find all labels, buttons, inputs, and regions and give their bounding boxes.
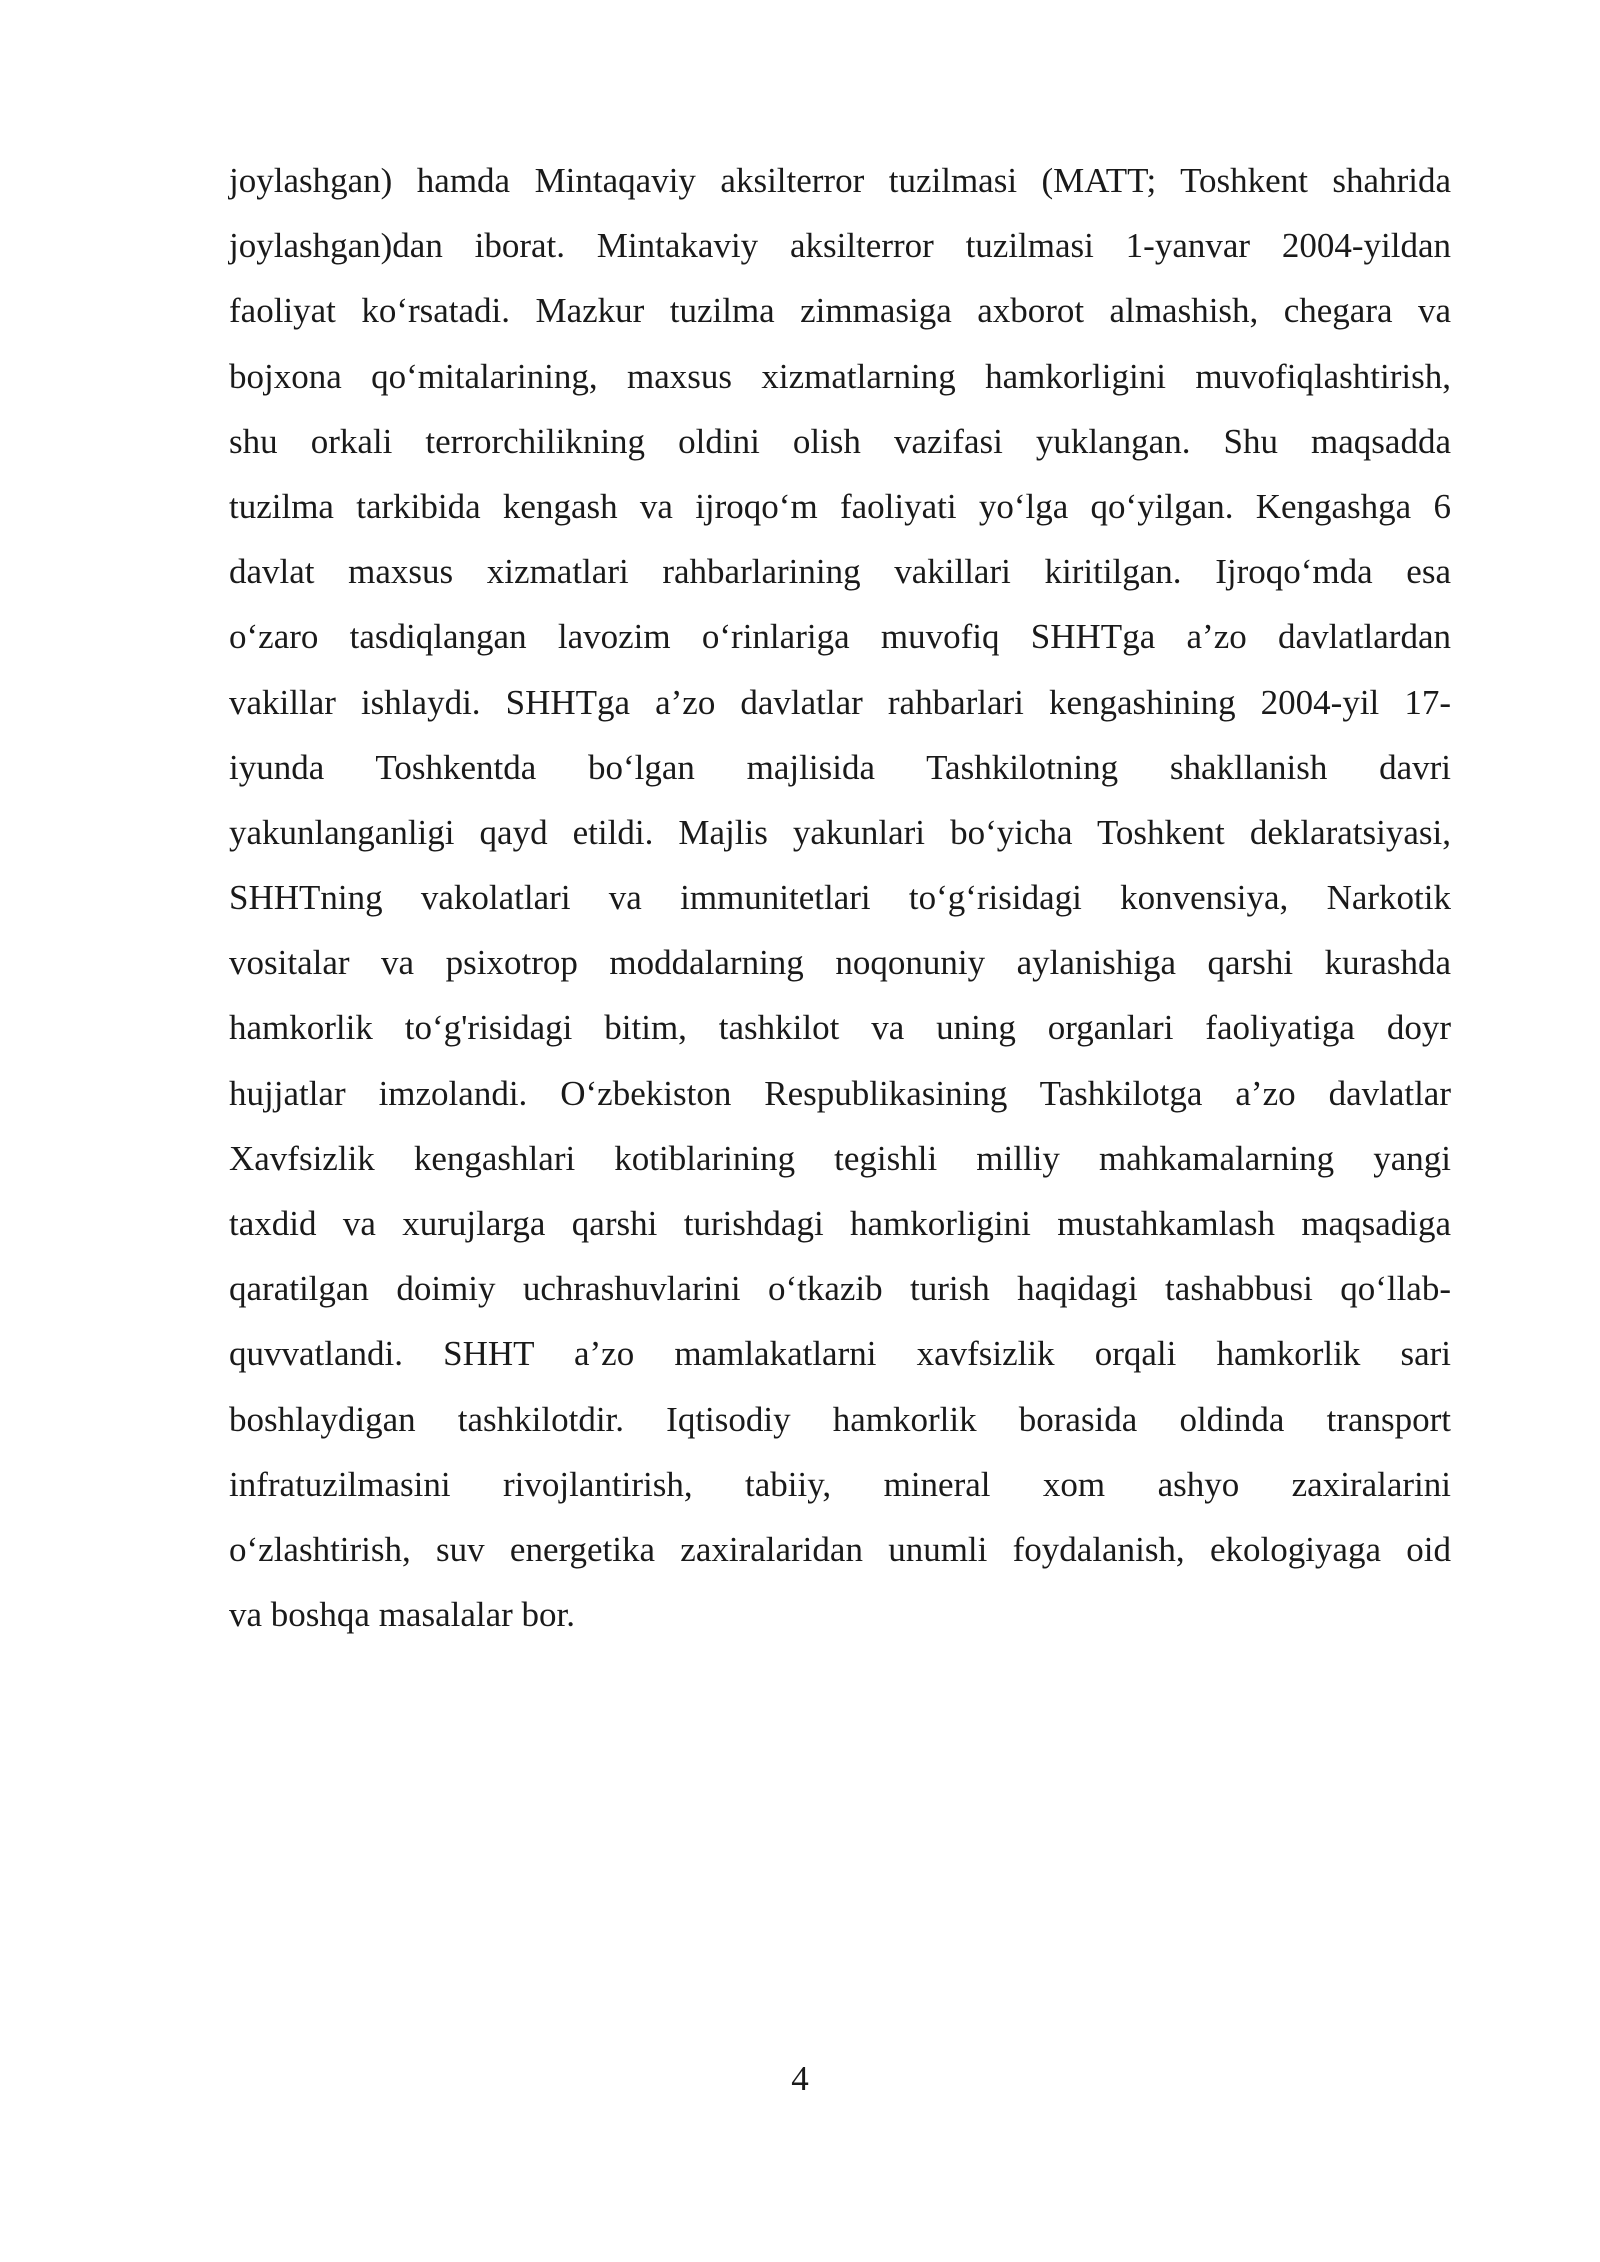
- text-line: faoliyat ko‘rsatadi. Mazkur tuzilma zimmasiga axborot almashish, chegara va: [229, 291, 1451, 331]
- text-line: Xavfsizlik kengashlari kotiblarining tegishli milliy mahkamalarning yangi: [229, 1138, 1451, 1178]
- text-line: taxdid va xurujlarga qarshi turishdagi hamkorligini mustahkamlash maqsadiga: [229, 1204, 1451, 1243]
- text-line: SHHTning vakolatlari va immunitetlari to‘g‘risidagi konvensiya, Narkotik: [229, 878, 1451, 918]
- text-line-last: va boshqa masalalar bor.: [229, 1595, 576, 1635]
- text-line: o‘zlashtirish, suv energetika zaxiralaridan unumli foydalanish, ekologiyaga oid: [229, 1529, 1451, 1569]
- text-line: hamkorlik to‘g'risidagi bitim, tashkilot va uning organlari faoliyatiga doyr: [229, 1008, 1451, 1048]
- text-line: tuzilma tarkibida kengash va ijroqo‘m faoliyati yo‘lga qo‘yilgan. Kengashga 6: [229, 486, 1451, 526]
- text-line: qaratilgan doimiy uchrashuvlarini o‘tkazib turish haqidagi tashabbusi qo‘llab-: [229, 1269, 1451, 1309]
- text-line: shu orkali terrorchilikning oldini olish vazifasi yuklangan. Shu maqsadda: [229, 421, 1451, 461]
- text-line: quvvatlandi. SHHT a’zo mamlakatlarni xavfsizlik orqali hamkorlik sari: [229, 1334, 1451, 1374]
- text-line: infratuzilmasini rivojlantirish, tabiiy, mineral xom ashyo zaxiralarini: [229, 1464, 1451, 1504]
- text-line: joylashgan) hamda Mintaqaviy aksilterror tuzilmasi (MATT; Toshkent shahrida: [229, 161, 1451, 200]
- text-line: iyunda Toshkentda bo‘lgan majlisida Tashkilotning shakllanish davri: [229, 747, 1451, 787]
- body-paragraph: [229, 155, 1451, 1654]
- text-line: vakillar ishlaydi. SHHTga a’zo davlatlar rahbarlari kengashining 2004-yil 17-: [229, 682, 1451, 722]
- text-line: hujjatlar imzolandi. O‘zbekiston Respublikasining Tashkilotga a’zo davlatlar: [229, 1073, 1451, 1113]
- text-line: yakunlanganligi qayd etildi. Majlis yakunlari bo‘yicha Toshkent deklaratsiyasi,: [229, 812, 1451, 852]
- page-number: 4: [791, 2059, 809, 2098]
- text-line: vositalar va psixotrop moddalarning noqonuniy aylanishiga qarshi kurashda: [229, 943, 1451, 983]
- text-line: davlat maxsus xizmatlari rahbarlarining vakillari kiritilgan. Ijroqo‘mda esa: [229, 552, 1451, 592]
- text-line: bojxona qo‘mitalarining, maxsus xizmatlarning hamkorligini muvofiqlashtirish,: [229, 356, 1451, 396]
- text-line: joylashgan)dan iborat. Mintakaviy aksilterror tuzilmasi 1-yanvar 2004-yildan: [229, 226, 1451, 266]
- text-line: boshlaydigan tashkilotdir. Iqtisodiy hamkorlik borasida oldinda transport: [229, 1399, 1451, 1439]
- text-line: o‘zaro tasdiqlangan lavozim o‘rinlariga muvofiq SHHTga a’zo davlatlardan: [229, 617, 1451, 657]
